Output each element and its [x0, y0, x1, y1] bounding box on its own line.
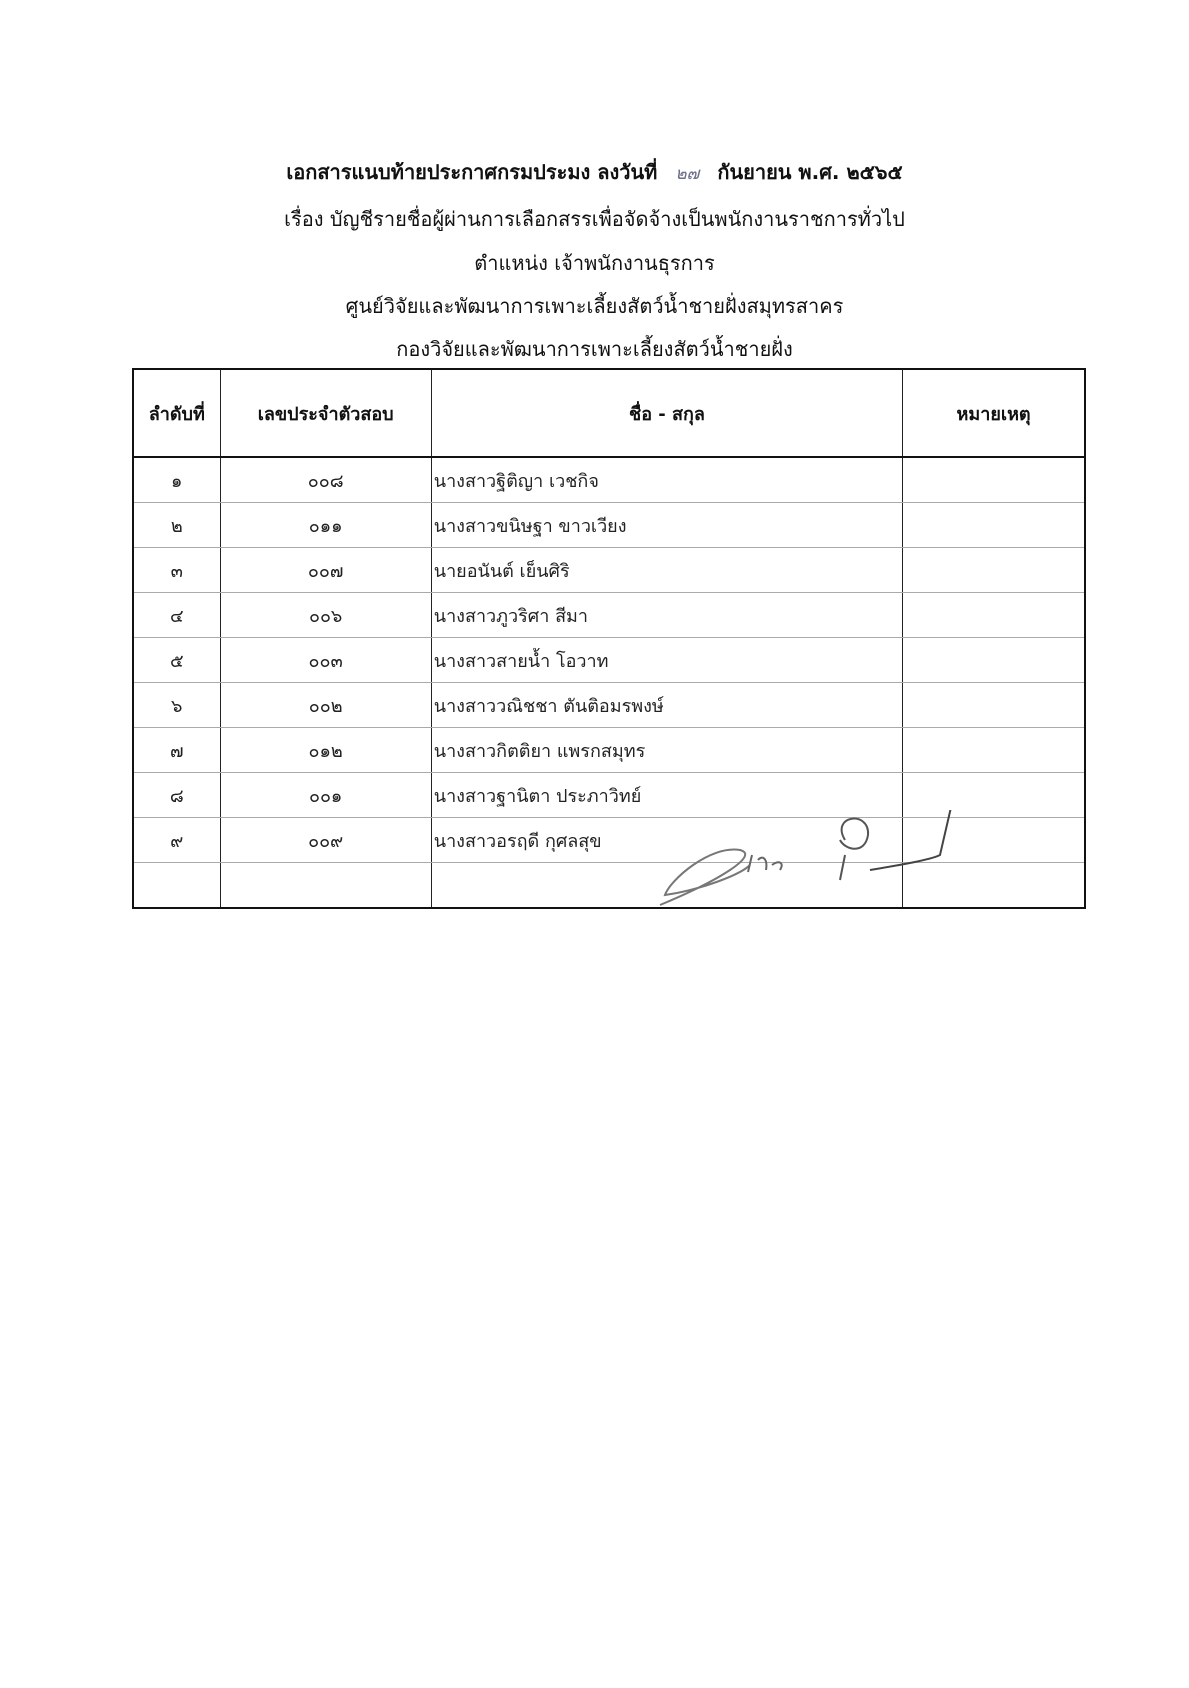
row-order: ๙ [133, 818, 220, 863]
row-name: นางสาวฐิติญา เวชกิจ [431, 457, 902, 503]
row-exam-id: ๐๑๒ [220, 728, 431, 773]
row-name: นางสาววณิชชา ตันติอมรพงษ์ [431, 683, 902, 728]
row-name: นางสาวขนิษฐา ขาวเวียง [431, 503, 902, 548]
table-row [133, 638, 1085, 683]
row-note [903, 638, 1085, 683]
row-exam-id: ๐๐๒ [220, 683, 431, 728]
table-header-row [133, 369, 1085, 457]
row-exam-id [220, 863, 431, 909]
row-order: ๗ [133, 728, 220, 773]
title-prefix: เอกสารแนบท้ายประกาศกรมประมง ลงวันที่ [286, 160, 658, 184]
row-name: นางสาวอรฤดี กุศลสุข [431, 818, 902, 863]
column-header-order: ลำดับที่ [133, 369, 220, 457]
row-note [903, 457, 1085, 503]
row-note [903, 728, 1085, 773]
table-row [133, 503, 1085, 548]
row-exam-id: ๐๐๖ [220, 593, 431, 638]
handwritten-day: ๒๗ [675, 164, 700, 184]
row-note [903, 548, 1085, 593]
table-row [133, 728, 1085, 773]
row-exam-id: ๐๐๙ [220, 818, 431, 863]
document-title [0, 156, 1189, 188]
position-line: ตำแหน่ง เจ้าพนักงานธุรการ [474, 251, 715, 275]
table-row [133, 593, 1085, 638]
division-line: กองวิจัยและพัฒนาการเพาะเลี้ยงสัตว์น้ำชายฝั่ง [396, 337, 793, 361]
row-order: ๖ [133, 683, 220, 728]
row-name: นางสาวภูวริศา สีมา [431, 593, 902, 638]
row-name: นายอนันต์ เย็นศิริ [431, 548, 902, 593]
row-order: ๑ [133, 457, 220, 503]
row-note [903, 593, 1085, 638]
row-order: ๓ [133, 548, 220, 593]
title-suffix: กันยายน พ.ศ. ๒๕๖๕ [717, 160, 903, 184]
column-header-exam-id: เลขประจำตัวสอบ [220, 369, 431, 457]
table-row [133, 548, 1085, 593]
row-note [903, 683, 1085, 728]
row-order: ๔ [133, 593, 220, 638]
row-note [903, 503, 1085, 548]
column-header-note: หมายเหตุ [903, 369, 1085, 457]
row-order [133, 863, 220, 909]
table-row [133, 683, 1085, 728]
signature [640, 810, 1060, 930]
row-order: ๒ [133, 503, 220, 548]
column-header-name: ชื่อ - สกุล [431, 369, 902, 457]
subject-line: เรื่อง บัญชีรายชื่อผู้ผ่านการเลือกสรรเพื่อจัดจ้างเป็นพนักงานราชการทั่วไป [284, 207, 905, 231]
table-row [133, 457, 1085, 503]
row-exam-id: ๐๐๗ [220, 548, 431, 593]
row-exam-id: ๐๐๘ [220, 457, 431, 503]
row-order: ๘ [133, 773, 220, 818]
row-order: ๕ [133, 638, 220, 683]
row-name: นางสาวกิตติยา แพรกสมุทร [431, 728, 902, 773]
center-line: ศูนย์วิจัยและพัฒนาการเพาะเลี้ยงสัตว์น้ำชายฝั่งสมุทรสาคร [345, 294, 844, 318]
row-exam-id: ๐๐๓ [220, 638, 431, 683]
row-exam-id: ๐๑๑ [220, 503, 431, 548]
row-name: นางสาวสายน้ำ โอวาท [431, 638, 902, 683]
row-exam-id: ๐๐๑ [220, 773, 431, 818]
row-name: นางสาวฐานิตา ประภาวิทย์ [431, 773, 902, 818]
